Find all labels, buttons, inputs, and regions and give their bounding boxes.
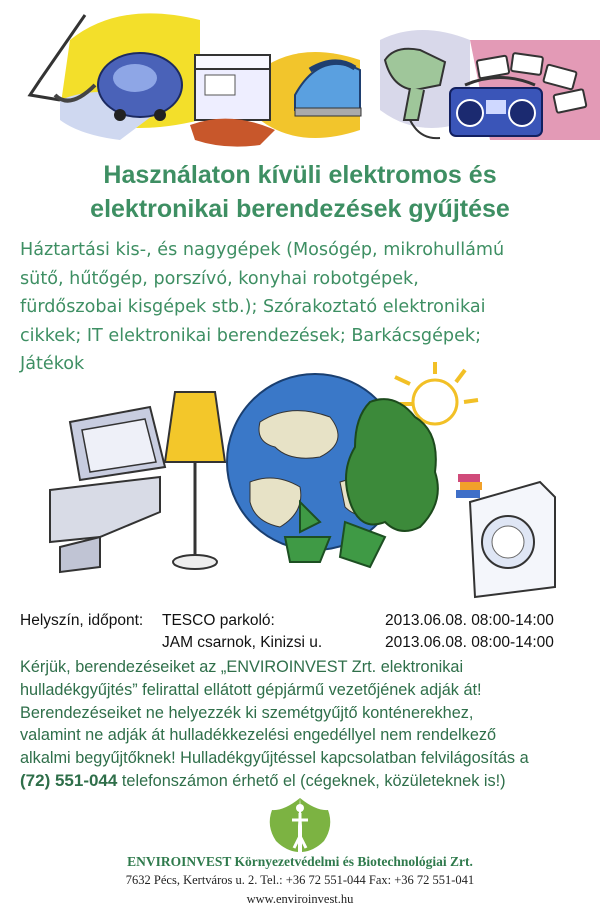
- title-line-1: Használaton kívüli elektromos és: [103, 161, 497, 189]
- phone-number: (72) 551-044: [20, 770, 118, 790]
- notice-text: [20, 656, 585, 793]
- page-title: [0, 158, 600, 226]
- middle-appliances-illustration: [0, 362, 600, 602]
- schedule-datetime-1: 2013.06.08. 08:00-14:00: [385, 612, 554, 629]
- top-appliances-illustration: [0, 0, 600, 160]
- company-name: ENVIROINVEST Környezetvédelmi és Biotechnológiai Zrt.: [127, 854, 473, 869]
- items-line-2: sütő, hűtőgép, porszívó, konyhai robotgépek,: [20, 268, 419, 289]
- sewing-machine-icon: [190, 55, 275, 147]
- company-website[interactable]: www.enviroinvest.hu: [246, 892, 354, 906]
- notice-line-4: valamint ne adják át hulladékkezelési engedéllyel nem rendelkező: [20, 726, 497, 745]
- notice-line-3: Berendezéseiket ne helyezzék ki szemétgyűjtő konténerekhez,: [20, 703, 474, 722]
- schedule-datetime-2: 2013.06.08. 08:00-14:00: [385, 634, 554, 651]
- items-line-4: cikkek; IT elektronikai berendezések; Barkácsgépek;: [20, 325, 482, 346]
- items-line-1: Háztartási kis-, és nagygépek (Mosógép, mikrohullámú: [20, 240, 505, 260]
- schedule-place-1: TESCO parkoló:: [162, 612, 275, 629]
- title-line-2: elektronikai berendezések gyűjtése: [90, 195, 510, 223]
- notice-line-6-rest: telefonszámon érhető el (cégeknek, közületeknek is!): [117, 771, 506, 790]
- items-line-3: fürdőszobai kisgépek stb.); Szórakoztató elektronikai: [20, 297, 486, 317]
- notice-line-1: Kérjük, berendezéseiket az „ENVIROINVEST Zrt. elektronikai: [20, 658, 464, 676]
- notice-line-6: [20, 770, 585, 793]
- company-address: 7632 Pécs, Kertváros u. 2. Tel.: +36 72 551-044 Fax: +36 72 551-041: [125, 873, 475, 887]
- schedule-place-2: JAM csarnok, Kinizsi u.: [162, 634, 323, 651]
- location-label: Helyszín, időpont:: [20, 612, 144, 629]
- items-line-5: Játékok: [20, 354, 85, 374]
- notice-line-2: hulladékgyűjtés” felirattal ellátott gépjármű vezetőjének adják át!: [20, 680, 482, 699]
- notice-line-5: alkalmi begyűjtőknek! Hulladékgyűjtéssel kapcsolatban felvilágosítás a: [20, 749, 529, 768]
- tv-icon: [50, 407, 165, 572]
- accepted-items-text: [20, 236, 582, 379]
- lamp-icon: [165, 392, 225, 569]
- company-logo-icon: [264, 796, 336, 854]
- washing-machine-icon: [456, 474, 555, 597]
